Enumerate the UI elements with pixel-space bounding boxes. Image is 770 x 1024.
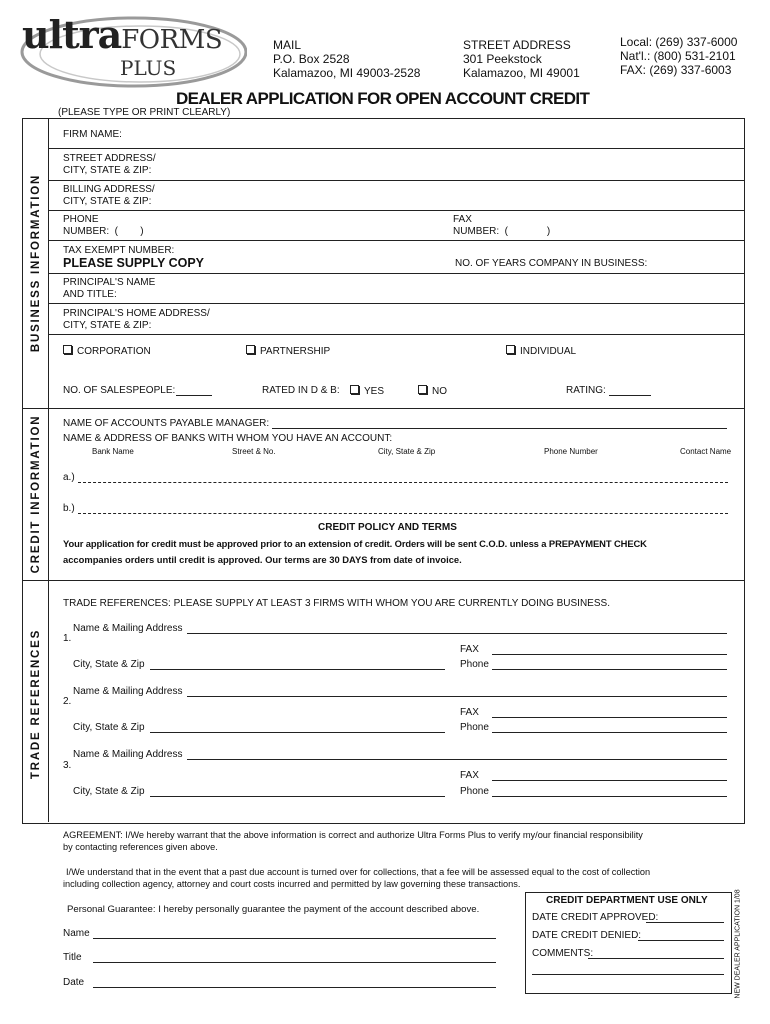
trade-ref-3-fax-label: FAX bbox=[460, 770, 479, 781]
collections-line2: including collection agency, attorney and court costs incurred and permitted by law governing these transactions. bbox=[63, 879, 521, 889]
partnership-checkbox[interactable] bbox=[246, 345, 330, 358]
trade-ref-3-name-label: Name & Mailing Address bbox=[73, 749, 183, 760]
bank-row-a[interactable] bbox=[63, 472, 75, 484]
principal-name-label-1: PRINCIPAL'S NAME bbox=[63, 277, 156, 288]
principal-home-label-2: CITY, STATE & ZIP: bbox=[63, 320, 152, 331]
bank-col-contact: Contact Name bbox=[680, 447, 732, 456]
logo-plus: PLUS bbox=[120, 56, 177, 80]
section-trade-label: TRADE REFERENCES bbox=[30, 628, 42, 780]
firm-name-label: FIRM NAME: bbox=[63, 129, 122, 140]
corporation-label: CORPORATION bbox=[77, 346, 151, 357]
years-in-business-field[interactable] bbox=[440, 241, 740, 273]
rating-label: RATING: bbox=[566, 385, 606, 396]
mail-address bbox=[273, 38, 420, 80]
firm-name-field[interactable] bbox=[48, 118, 744, 148]
principal-home-field[interactable] bbox=[48, 304, 744, 334]
fax-number: FAX: (269) 337-6003 bbox=[620, 63, 732, 77]
dnb-yes-box[interactable] bbox=[350, 385, 359, 394]
agreement-line2: by contacting references given above. bbox=[63, 842, 218, 852]
signature-date-line[interactable] bbox=[93, 987, 496, 988]
trade-ref-1-name-line[interactable] bbox=[187, 633, 727, 634]
individual-checkbox[interactable] bbox=[506, 345, 576, 358]
trade-ref-3-phone-line[interactable] bbox=[492, 796, 727, 797]
trade-ref-2-city-line[interactable] bbox=[150, 732, 445, 733]
comments-line-1[interactable] bbox=[588, 958, 724, 959]
street-address-field[interactable] bbox=[48, 149, 744, 180]
credit-policy-line2: accompanies orders until credit is approved. Our terms are 30 DAYS from date of invoice. bbox=[63, 554, 462, 565]
bank-col-street: Street & No. bbox=[232, 447, 276, 456]
trade-ref-3-city-label: City, State & Zip bbox=[73, 786, 145, 797]
trade-ref-3-city-line[interactable] bbox=[150, 796, 445, 797]
credit-policy-line1: Your application for credit must be approved prior to an extension of credit. Orders will be sent C.O.D. unless a PREPAYMENT CHECK bbox=[63, 538, 647, 549]
billing-address-label-2: CITY, STATE & ZIP: bbox=[63, 196, 152, 207]
signature-date-label: Date bbox=[63, 977, 85, 988]
trade-ref-1-fax-label: FAX bbox=[460, 644, 479, 655]
trade-ref-2-city-label: City, State & Zip bbox=[73, 722, 145, 733]
ultraforms-logo bbox=[12, 6, 247, 90]
credit-policy-title: CREDIT POLICY AND TERMS bbox=[318, 522, 457, 533]
phone-label-2: NUMBER: ( ) bbox=[63, 226, 144, 237]
phone-numbers bbox=[620, 35, 737, 77]
dnb-no-box[interactable] bbox=[418, 385, 427, 394]
mail-line1: P.O. Box 2528 bbox=[273, 52, 350, 66]
logo-forms: FORMS bbox=[121, 25, 223, 55]
trade-ref-1-phone-label: Phone bbox=[460, 659, 489, 670]
trade-ref-2-number: 2. bbox=[63, 696, 72, 707]
trade-ref-1-name-label: Name & Mailing Address bbox=[73, 623, 183, 634]
credit-denied-line[interactable] bbox=[638, 940, 724, 941]
banks-label: NAME & ADDRESS OF BANKS WITH WHOM YOU HAVE AN ACCOUNT: bbox=[63, 433, 393, 444]
trade-ref-2-phone-label: Phone bbox=[460, 722, 489, 733]
partnership-label: PARTNERSHIP bbox=[260, 346, 331, 357]
trade-ref-2-fax-line[interactable] bbox=[492, 717, 727, 718]
form-code: NEW DEALER APPLICATION 1/08 bbox=[734, 889, 742, 999]
agreement-text bbox=[63, 829, 643, 853]
trade-ref-3-number: 3. bbox=[63, 760, 72, 771]
years-in-business-label: NO. OF YEARS COMPANY IN BUSINESS: bbox=[455, 258, 648, 269]
credit-approved-label: DATE CREDIT APPROVED: bbox=[532, 912, 659, 923]
trade-ref-1-fax-line[interactable] bbox=[492, 654, 727, 655]
bank-row-b-label: b.) bbox=[63, 503, 75, 514]
bank-row-a-label: a.) bbox=[63, 472, 75, 483]
bank-col-name: Bank Name bbox=[92, 447, 134, 456]
mail-line2: Kalamazoo, MI 49003-2528 bbox=[273, 66, 421, 80]
section-credit-label: CREDIT INFORMATION bbox=[30, 414, 42, 574]
trade-intro: TRADE REFERENCES: PLEASE SUPPLY AT LEAST 3 FIRMS WITH WHOM YOU ARE CURRENTLY DOING BUSINESS. bbox=[63, 598, 610, 609]
collections-line1: I/We understand that in the event that a past due account is turned over for collections, that a fee will be assessed equal to the cost of collection bbox=[66, 867, 651, 877]
dnb-yes-label: YES bbox=[364, 386, 385, 397]
dnb-rated-label: RATED IN D & B: bbox=[262, 385, 340, 396]
fax-label-1: FAX bbox=[453, 214, 472, 225]
trade-ref-1-city-label: City, State & Zip bbox=[73, 659, 145, 670]
dnb-no-checkbox[interactable] bbox=[418, 385, 447, 398]
phone-label-1: PHONE bbox=[63, 214, 99, 225]
comments-label: COMMENTS: bbox=[532, 948, 594, 959]
individual-label: INDIVIDUAL bbox=[520, 346, 577, 357]
signature-name-label: Name bbox=[63, 928, 90, 939]
comments-line-2[interactable] bbox=[532, 974, 724, 975]
credit-denied-label: DATE CREDIT DENIED: bbox=[532, 930, 642, 941]
trade-ref-2-name-label: Name & Mailing Address bbox=[73, 686, 183, 697]
street-line2: Kalamazoo, MI 49001 bbox=[463, 66, 580, 80]
trade-ref-1-city-line[interactable] bbox=[150, 669, 445, 670]
form-instruction: (PLEASE TYPE OR PRINT CLEARLY) bbox=[58, 107, 231, 118]
fax-label-2: NUMBER: ( ) bbox=[453, 226, 551, 237]
trade-ref-1-number: 1. bbox=[63, 633, 72, 644]
credit-dept-box bbox=[525, 892, 732, 994]
street-address bbox=[463, 38, 580, 80]
bank-col-phone: Phone Number bbox=[544, 447, 598, 456]
national-phone: Nat'l.: (800) 531-2101 bbox=[620, 49, 736, 63]
trade-ref-3-phone-label: Phone bbox=[460, 786, 489, 797]
credit-dept-title: CREDIT DEPARTMENT USE ONLY bbox=[546, 895, 708, 906]
partnership-box[interactable] bbox=[246, 345, 255, 354]
street-line1: 301 Peekstock bbox=[463, 52, 542, 66]
corporation-checkbox[interactable] bbox=[63, 345, 151, 358]
trade-ref-1-phone-line[interactable] bbox=[492, 669, 727, 670]
billing-address-label-1: BILLING ADDRESS/ bbox=[63, 184, 155, 195]
trade-ref-2-fax-label: FAX bbox=[460, 707, 479, 718]
signature-title-label: Title bbox=[63, 952, 82, 963]
principal-name-field[interactable] bbox=[48, 274, 744, 303]
fax-field[interactable] bbox=[440, 211, 740, 240]
signature-name-line[interactable] bbox=[93, 938, 496, 939]
salespeople-label: NO. OF SALESPEOPLE: bbox=[63, 385, 176, 396]
trade-ref-2-name-line[interactable] bbox=[187, 696, 727, 697]
principal-name-label-2: AND TITLE: bbox=[63, 289, 117, 300]
signature-title-line[interactable] bbox=[93, 962, 496, 963]
tax-exempt-field[interactable] bbox=[48, 241, 438, 273]
bank-row-b[interactable] bbox=[63, 503, 75, 515]
credit-approved-line[interactable] bbox=[646, 922, 724, 923]
logo-ultra: ultra bbox=[22, 12, 122, 57]
salespeople-field[interactable] bbox=[63, 385, 175, 397]
local-phone: Local: (269) 337-6000 bbox=[620, 35, 738, 49]
street-address-label-1: STREET ADDRESS/ bbox=[63, 153, 156, 164]
individual-box[interactable] bbox=[506, 345, 515, 354]
trade-ref-3-fax-line[interactable] bbox=[492, 780, 727, 781]
dnb-no-label: NO bbox=[432, 386, 447, 397]
personal-guarantee: Personal Guarantee: I hereby personally guarantee the payment of the account described above. bbox=[67, 904, 480, 915]
supply-copy-note: PLEASE SUPPLY COPY bbox=[63, 256, 205, 270]
street-address-label-2: CITY, STATE & ZIP: bbox=[63, 165, 152, 176]
street-label: STREET ADDRESS bbox=[463, 38, 571, 52]
ap-manager-label: NAME OF ACCOUNTS PAYABLE MANAGER: bbox=[63, 418, 270, 429]
corporation-box[interactable] bbox=[63, 345, 72, 354]
section-business-label: BUSINESS INFORMATION bbox=[30, 173, 42, 353]
collections-text bbox=[63, 866, 650, 890]
form-title: DEALER APPLICATION FOR OPEN ACCOUNT CREDIT bbox=[176, 89, 590, 108]
trade-ref-2-phone-line[interactable] bbox=[492, 732, 727, 733]
tax-exempt-label: TAX EXEMPT NUMBER: bbox=[63, 245, 175, 256]
principal-home-label-1: PRINCIPAL'S HOME ADDRESS/ bbox=[63, 308, 210, 319]
dnb-yes-checkbox[interactable] bbox=[350, 385, 384, 398]
billing-address-field[interactable] bbox=[48, 181, 744, 210]
phone-field[interactable] bbox=[48, 211, 438, 240]
agreement-line1: AGREEMENT: I/We hereby warrant that the above information is correct and authorize Ultra Forms Plus to verify my/our financial responsibility bbox=[63, 830, 643, 840]
trade-ref-3-name-line[interactable] bbox=[187, 759, 727, 760]
mail-label: MAIL bbox=[273, 38, 302, 52]
ap-manager-field[interactable] bbox=[63, 418, 269, 430]
bank-col-city: City, State & Zip bbox=[378, 447, 436, 456]
